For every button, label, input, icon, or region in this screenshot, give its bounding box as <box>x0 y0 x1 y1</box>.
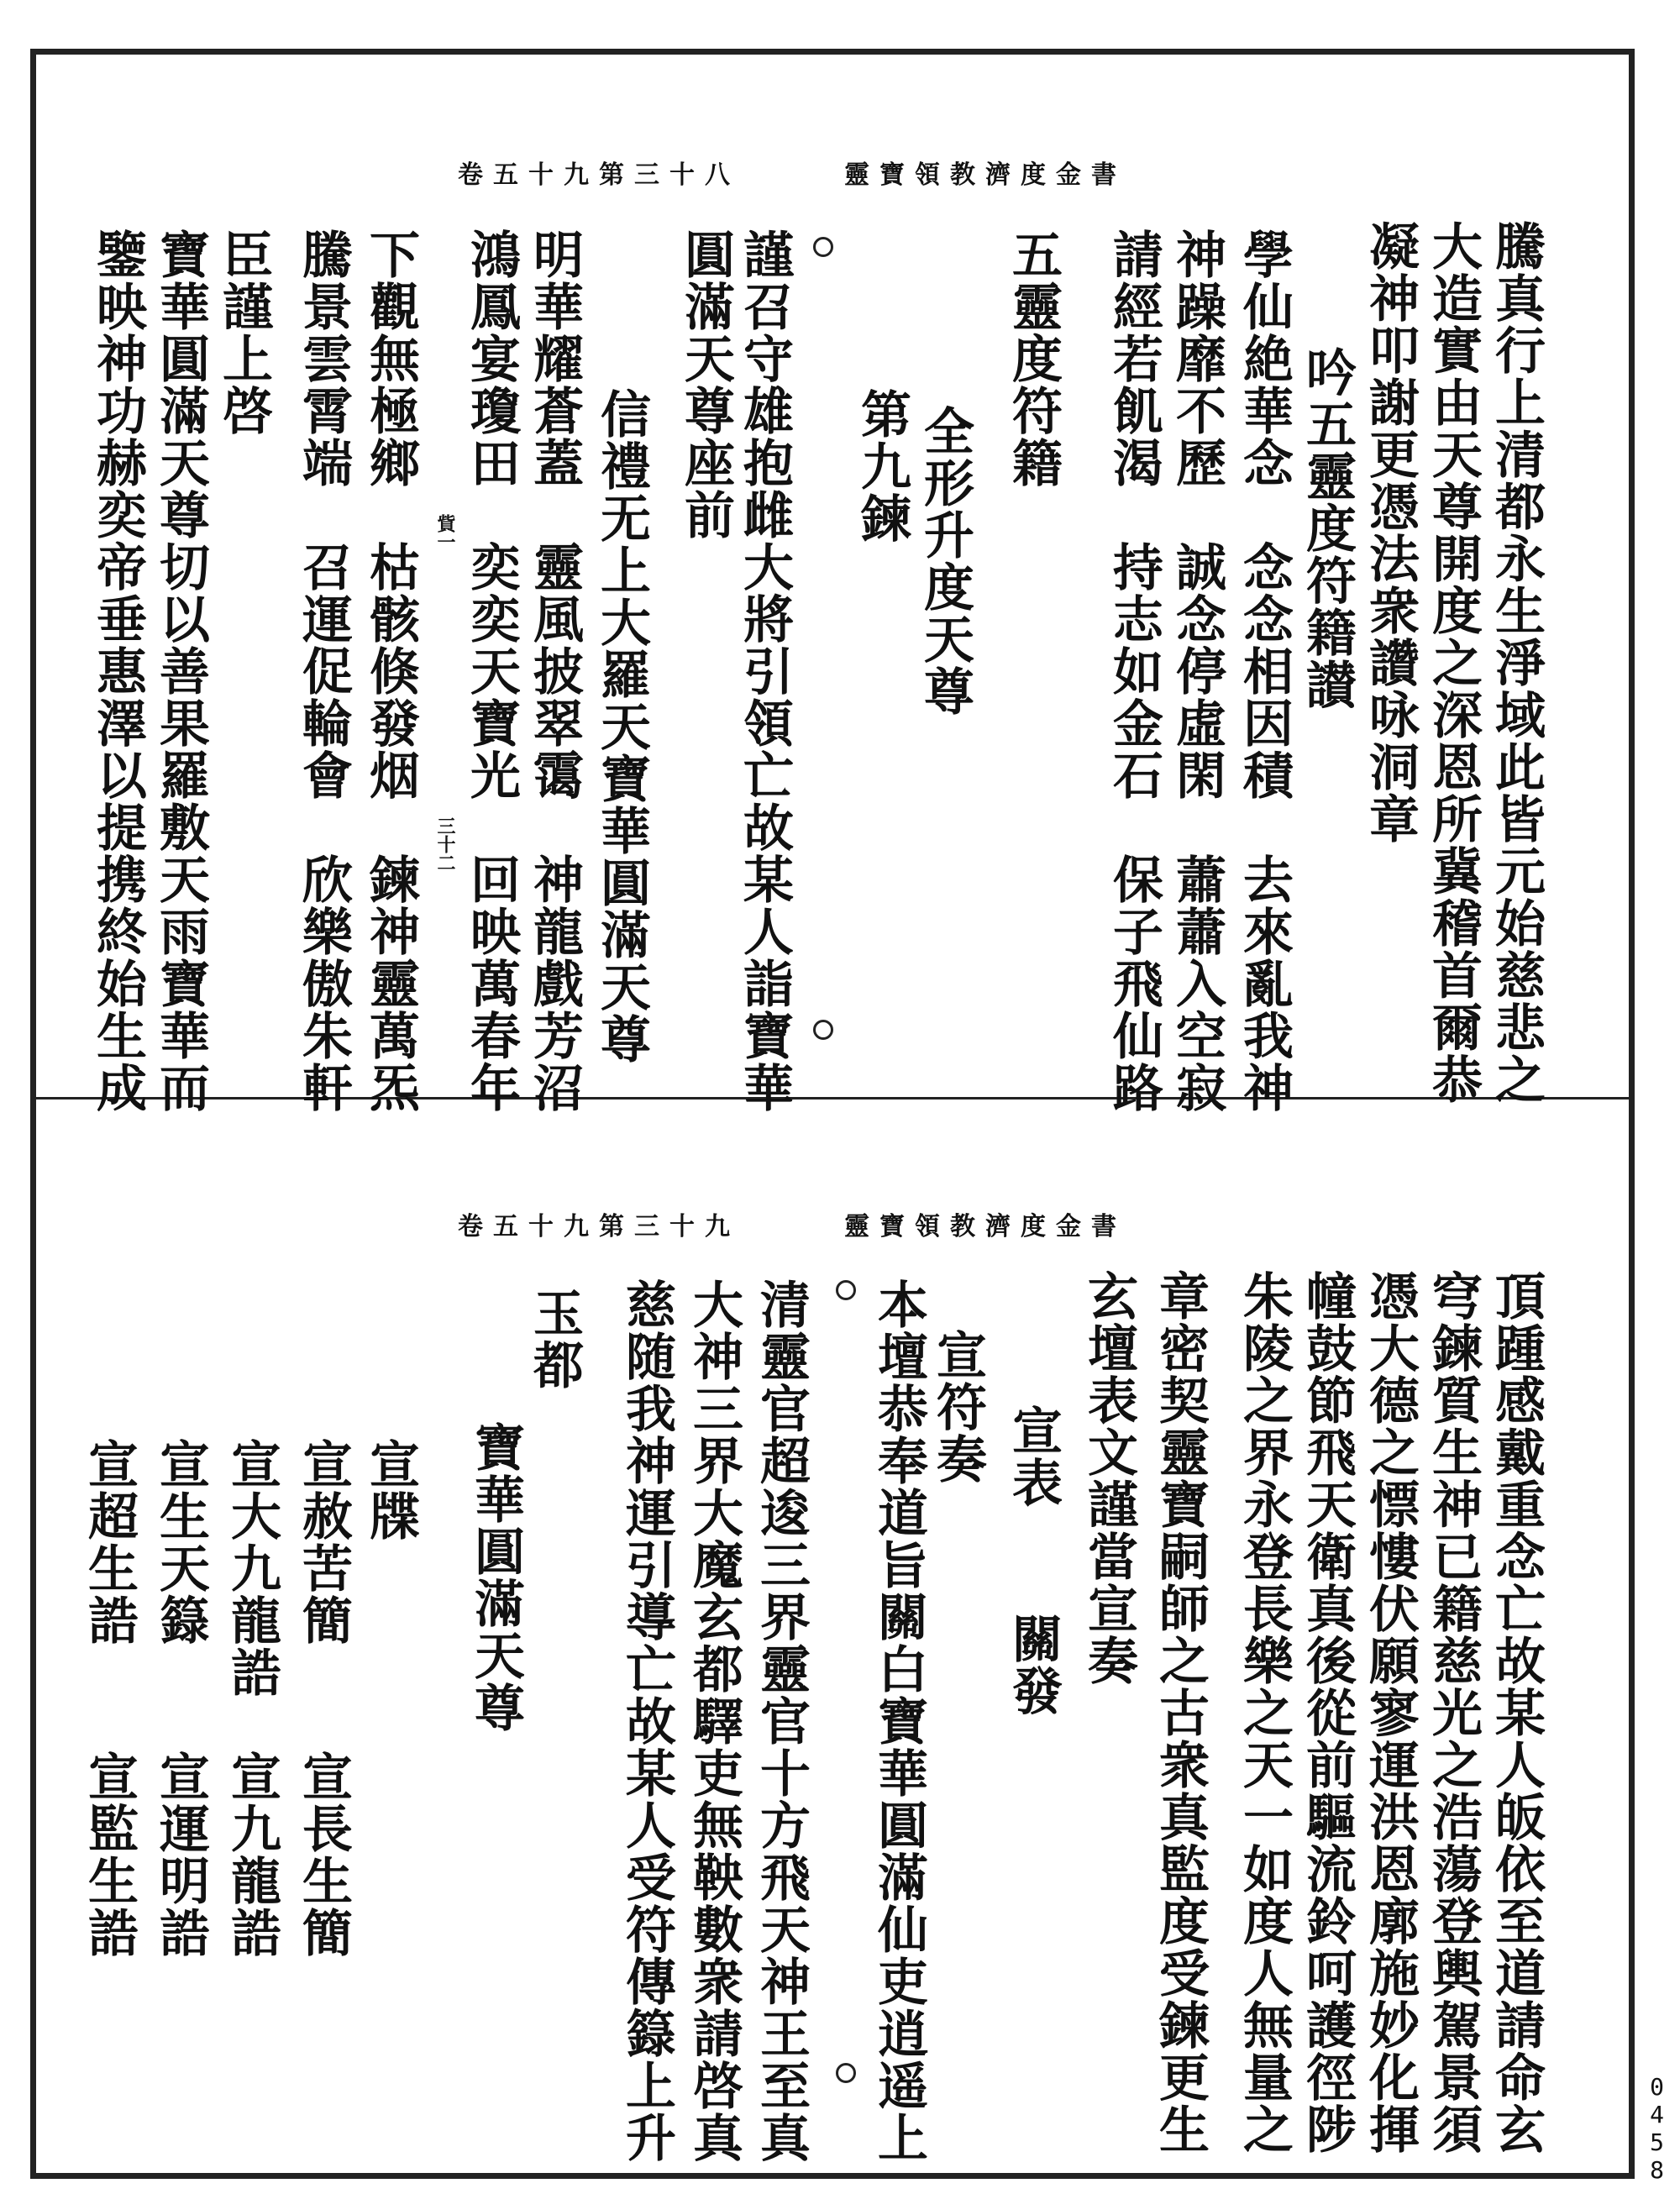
text-column: 臣謹上啓 <box>214 228 273 437</box>
text-column: 憑大德之慓慺伏願寥運洪恩廓施妙化揮 <box>1361 1270 1420 2155</box>
text-column: 凝神叩謝更憑法衆讚咏洞章 <box>1361 220 1420 845</box>
text-column: 頂踵感戴重念亡故某人皈依至道請命玄 <box>1487 1270 1546 2155</box>
text-column: 請經若飢渴 持志如金石 保子飛仙路 <box>1105 228 1163 1114</box>
small-note: 貲一 <box>434 514 456 551</box>
text-column: 宣赦苦簡 宣長生簡 <box>294 1438 353 1959</box>
text-column: 鴻鳳宴瓊田 奕奕天寶光 回映萬春年 <box>462 228 521 1114</box>
bottom-header-volume: 卷五十九第三十九 <box>458 1212 740 1241</box>
top-header-title: 靈寶領教濟度金書 <box>844 160 1126 190</box>
text-column: 玄壇表文謹當宣奏 <box>1079 1270 1138 1687</box>
text-column: 朱陵之界永登長樂之天一如度人無量之 <box>1235 1270 1294 2155</box>
text-column: 本壇恭奉道旨關白寶華圓滿仙吏逍遥上 <box>869 1278 928 2164</box>
text-column: 謹召守雄抱雌大將引領亡故某人詣寶華 <box>735 228 794 1114</box>
text-column: 清靈官超逡三界靈官十方飛天神王至真 <box>752 1278 811 2164</box>
text-column: 慈随我神運引導亡故某人受符傳籙上升 <box>617 1278 676 2164</box>
text-column: 五靈度符籍 <box>1004 228 1063 489</box>
text-column: 信禮无上大羅天寶華圓滿天尊 <box>592 388 651 1065</box>
text-column: 章密契靈寶嗣師之古衆真監度受鍊更生 <box>1151 1270 1210 2155</box>
text-column: 圓滿天尊座前 <box>676 228 735 541</box>
text-column: 吟五靈度符籍讃 <box>1298 346 1357 711</box>
small-note: 三十二 <box>434 816 456 872</box>
text-column: 騰景雲霄端 召運促輪會 欣樂傲朱軒 <box>294 228 353 1114</box>
circle-mark <box>836 1280 856 1300</box>
text-column: 下觀無極鄉 枯骸倏發烟 鍊神靈萬炁 <box>361 228 420 1114</box>
page-divider <box>30 1097 1635 1100</box>
text-column: 宣超生誥 宣監生誥 <box>80 1438 139 1959</box>
text-column: 宣符奏 <box>928 1329 987 1485</box>
text-column: 宣牒 <box>361 1438 420 1542</box>
text-column: 宣大九龍誥 宣九龍誥 <box>223 1438 281 1959</box>
text-column: 神躁靡不歷 誠念停虛閑 蕭蕭入空寂 <box>1168 228 1226 1114</box>
text-column: 明華耀蒼蓋 靈風披翠霭 神龍戲芳沼 <box>525 228 584 1114</box>
text-column: 寶華圓滿天尊 <box>466 1421 525 1734</box>
circle-mark <box>813 1020 833 1040</box>
text-column: 全形升度天尊 <box>916 405 974 717</box>
text-column: 大神三界大魔玄都驛吏無鞅數衆請啓真 <box>685 1278 743 2164</box>
text-column: 宣生天籙 宣運明誥 <box>151 1438 210 1959</box>
text-column: 鑒映神功赫奕帝垂惠澤以提携終始生成 <box>88 228 147 1114</box>
text-column: 學仙絶華念 念念相因積 去來亂我神 <box>1235 228 1294 1114</box>
text-column: 穹鍊質生神已籍慈光之浩蕩登輿駕景須 <box>1424 1270 1483 2155</box>
bottom-header-title: 靈寶領教濟度金書 <box>844 1212 1126 1241</box>
circle-mark <box>813 237 833 257</box>
text-column: 宣表 關發 <box>1004 1404 1063 1717</box>
text-column: 第九鍊 <box>853 388 911 544</box>
text-column: 大造實由天尊開度之深恩所冀稽首爾恭 <box>1424 220 1483 1105</box>
text-column: 寶華圓滿天尊切以善果羅敷天雨寶華而 <box>151 228 210 1114</box>
top-header-volume: 卷五十九第三十八 <box>458 160 740 190</box>
circle-mark <box>836 2063 856 2083</box>
text-column: 騰真行上清都永生淨域此皆元始慈悲之 <box>1487 220 1546 1105</box>
text-column: 幢鼓節飛天衛真後從前驅流鈴呵護徑陟 <box>1298 1270 1357 2155</box>
text-column: 玉都 <box>525 1287 584 1391</box>
page-number: 0458 <box>1643 2073 1671 2184</box>
